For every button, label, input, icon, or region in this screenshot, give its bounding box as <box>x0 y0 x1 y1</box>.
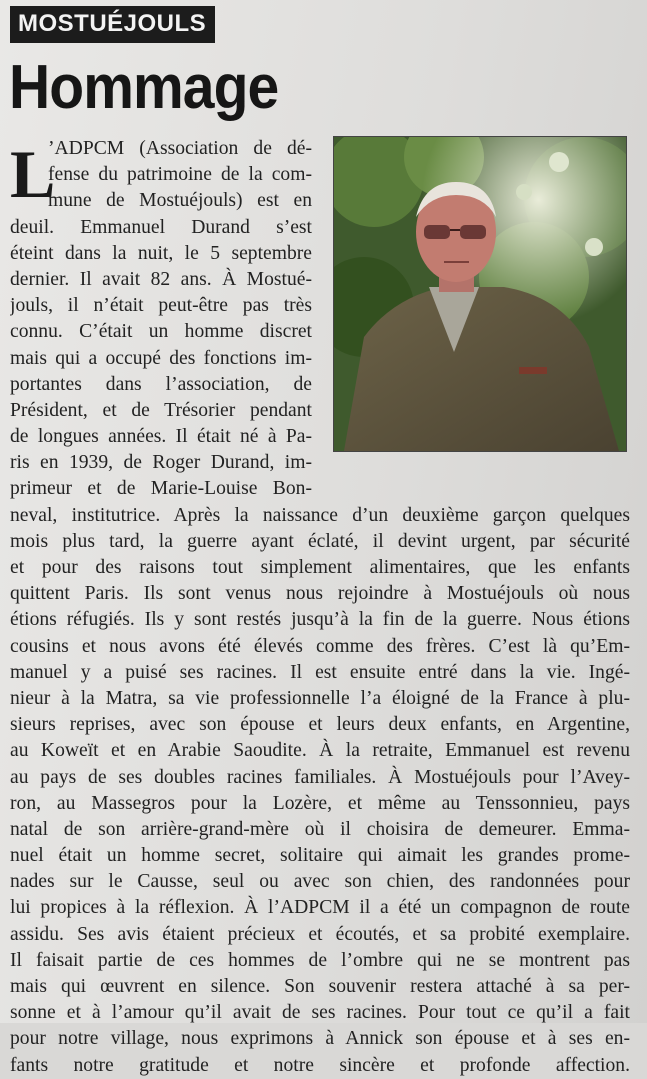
article-line: natal de son arrière-grand-mère où il choisira de demeurer. Emma- <box>10 818 630 840</box>
article-line: mune de Mostuéjouls) est en <box>48 190 312 212</box>
article-line: primeur et de Marie-Louise Bon- <box>10 478 312 500</box>
article-line: fense du patrimoine de la com- <box>48 164 312 186</box>
article-line: mois plus tard, la guerre ayant éclaté, il devint urgent, par sécurité <box>10 530 630 552</box>
article-line: lui propices à la réflexion. À l’ADPCM il a été un compagnon de route <box>10 897 630 919</box>
article-line: cousins et nous avons été élevés comme des frères. C’est là qu’Em- <box>10 635 630 657</box>
article-line: dernier. Il avait 82 ans. À Mostué- <box>10 268 312 290</box>
article-line: nieur à la Matra, sa vie professionnelle l’a éloigné de la France à plu- <box>10 687 630 709</box>
article-line: nuel était un homme secret, solitaire qui aimait les grandes prome- <box>10 845 630 867</box>
article-line: de longues années. Il était né à Pa- <box>10 426 312 448</box>
article-line: Il faisait partie de ces hommes de l’ombre qui ne se montrent pas <box>10 949 630 971</box>
article-line: Président, et de Trésorier pendant <box>10 399 312 421</box>
article-line: éteint dans la nuit, le 5 septembre <box>10 242 312 264</box>
article-line: étions réfugiés. Ils y sont restés jusqu’à la fin de la guerre. Nous étions <box>10 609 630 631</box>
article-line: au pays de ses doubles racines familiales. À Mostuéjouls pour l’Avey- <box>10 766 630 788</box>
article-line: fants notre gratitude et notre sincère et profonde affection. <box>10 1054 630 1076</box>
article-line: et pour des raisons tout simplement alimentaires, que les enfants <box>10 557 630 578</box>
article-line: au Koweït et en Arabie Saoudite. À la retraite, Emmanuel est revenu <box>10 740 630 762</box>
article-line: ron, au Massegros pour la Lozère, et même au Tenssonnieu, pays <box>10 792 630 814</box>
article-line: neval, institutrice. Après la naissance d’un deuxième garçon quelques <box>10 504 630 526</box>
article-line: sonne et à l’amour qu’il avait de ses racines. Pour tout ce qu’il a fait <box>10 1002 630 1024</box>
article-line: ris en 1939, de Roger Durand, im- <box>10 452 312 474</box>
article-line: ’ADPCM (Association de dé- <box>48 138 312 159</box>
article-line: mais qui œuvrent en silence. Son souvenir restera attaché à sa per- <box>10 976 630 997</box>
article-line: deuil. Emmanuel Durand s’est <box>10 216 312 238</box>
article-line: sieurs reprises, avec son épouse et leurs deux enfants, en Argentine, <box>10 714 630 736</box>
article-headline: Hommage <box>9 53 279 122</box>
article-line: connu. C’était un homme discret <box>10 321 312 343</box>
section-rubric: MOSTUÉJOULS <box>10 6 215 43</box>
article-line: assidu. Ses avis étaient précieux et écoutés, et sa probité exemplaire. <box>10 923 630 945</box>
article-line: quittent Paris. Ils sont venus nous rejoindre à Mostuéjouls où nous <box>10 583 630 605</box>
full-width-column <box>10 503 630 1079</box>
narrow-column <box>10 136 630 503</box>
article-line: nades sur le Causse, seul ou avec son chien, des randonnées pour <box>10 871 630 893</box>
article-line: mais qui a occupé des fonctions im- <box>10 347 312 369</box>
article-line: pour notre village, nous exprimons à Annick son épouse et à ses en- <box>10 1028 630 1050</box>
article-line: jouls, il n’était peut-être pas très <box>10 295 312 317</box>
article-line: manuel y a puisé ses racines. Il est ensuite entré dans la vie. Ingé- <box>10 661 630 683</box>
article-line: portantes dans l’association, de <box>10 373 312 395</box>
article-body <box>10 136 630 1079</box>
drop-cap: L <box>10 136 56 212</box>
